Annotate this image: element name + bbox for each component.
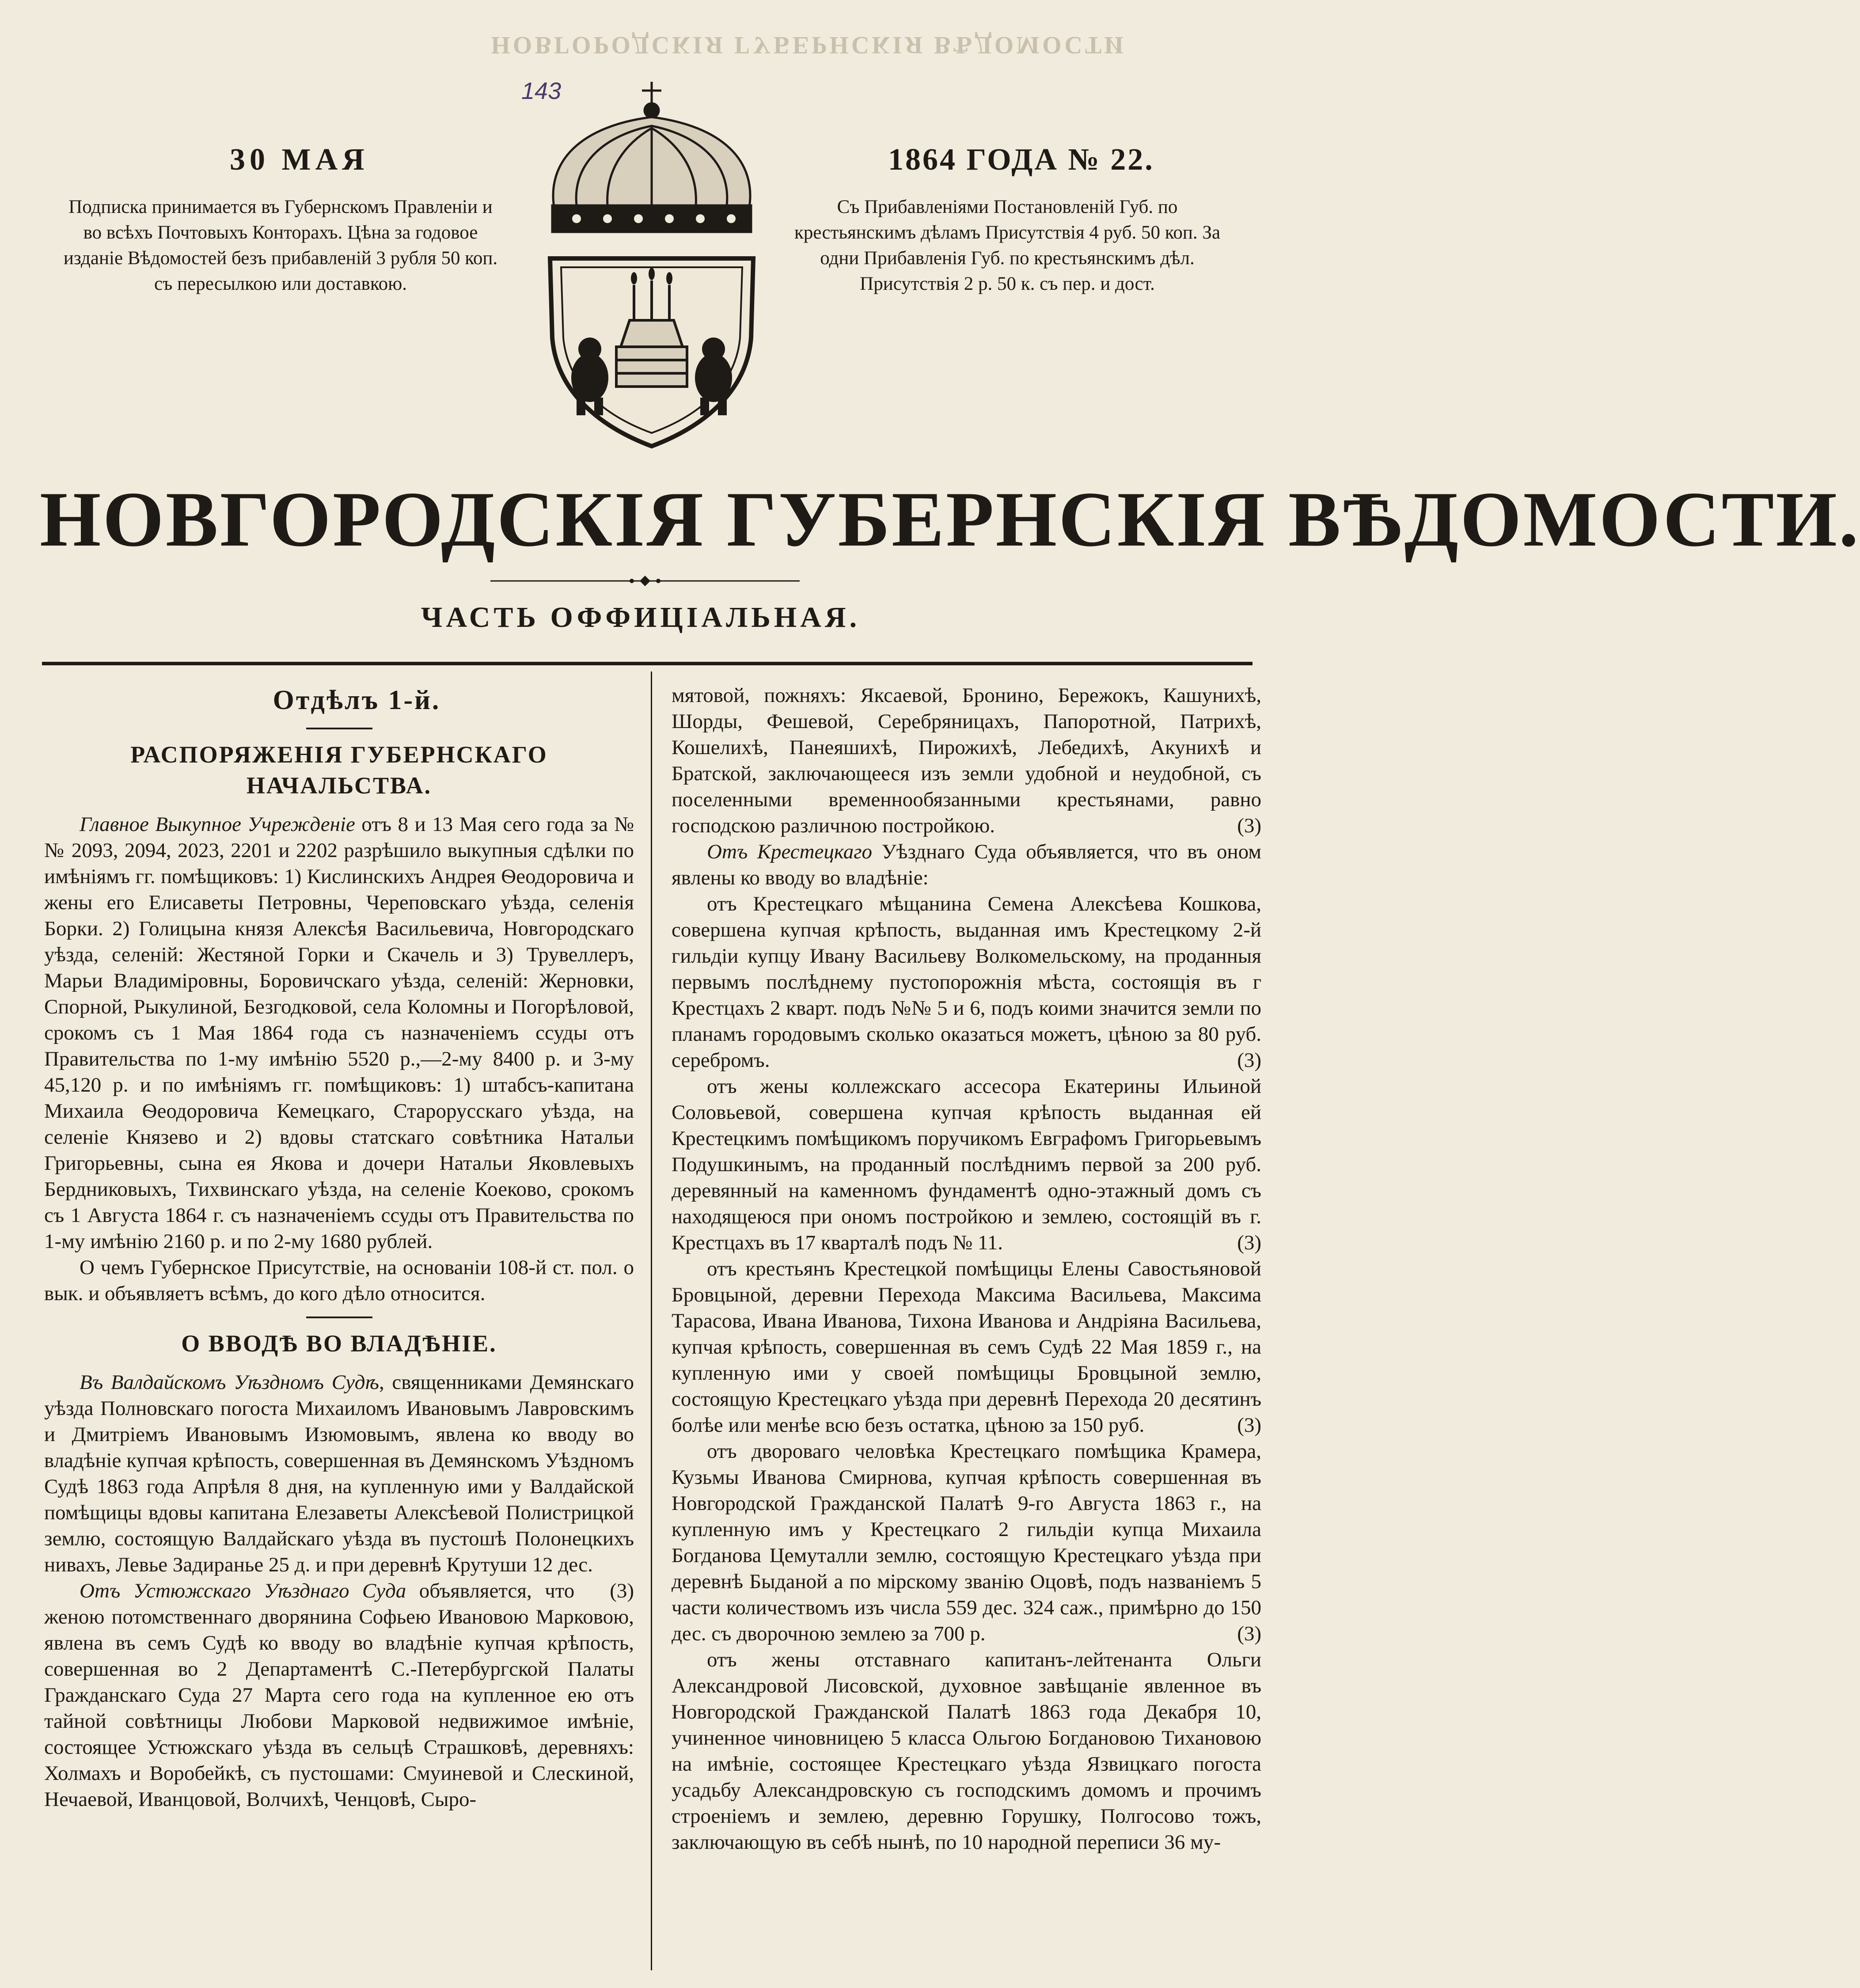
- paragraph-smirnov: [672, 1438, 1261, 1647]
- paragraph-text: отъ двороваго человѣка Крестецкаго помѣщика Крамера, Кузьмы Иванова Смирнова, купчая крѣпость совершенная въ Новгородской Гражданской Палатѣ 9-го Августа 1863 г., на купленную имъ у Крестецкаго 2 гильдіи купца Михаила Богданова Цемуталли землю, состоящую Крестецкаго уѣзда при деревнѣ Быданой а по мірскому званію Оцовѣ, подъ названіемъ 5 части количествомъ изъ числа 559 дес. 324 саж., примѣрно до 150 дес. съ дворочною землею за 700 р.: [672, 1440, 1261, 1645]
- issue-year-number: 1864 ГОДА № 22.: [888, 143, 1154, 177]
- short-rule: [306, 728, 372, 729]
- bleed-through-text: НОВГОРОДСКІЯ ГУБЕРНСКІЯ ВѢДОМОСТИ: [491, 31, 1126, 59]
- heading-possession: О ВВОДѢ ВО ВЛАДѢНІЕ.: [181, 1330, 497, 1357]
- issue-mark: (3): [1237, 1231, 1261, 1254]
- issue-date: 30 МАЯ: [230, 143, 369, 177]
- column-right: [672, 683, 1261, 1855]
- paragraph-solovyeva: [672, 1074, 1261, 1256]
- section-title: Отдѣлъ 1-й.: [273, 685, 441, 715]
- paragraph-text: отъ 8 и 13 Мая сего года за №№ 2093, 2094, 2023, 2201 и 2202 разрѣшило выкупныя сдѣлки по имѣніямъ гг. помѣщиковъ: 1) Кислинскихъ Андрея Ѳеодоровича и жены его Елисаветы Петровны, Череповскаго уѣзда, селенія Борки. 2) Голицына князя Алексѣя Васильевича, Новгородскаго уѣзда, селеній: Жестяной Горки и Скачель и 3) Трувеллеръ, Марьи Владиміровны, Боровичскаго уѣзда, селеній: Жерновки, Спорной, Рыкулиной, Безгодковой, села Коломны и Погорѣловой, срокомъ съ 1 Мая 1864 года съ назначеніемъ ссуды отъ Правительства по 1-му имѣнію 5520 р.,—2-му 8400 р. и 3-му 45,120 р. и по имѣніямъ гг. помѣщиковъ: 1) штабсъ-капитана Михаила Ѳеодоровича Кемецкаго, Старорусскаго уѣзда, на селеніе Князево и 2) вдовы статскаго совѣтника Натальи Григорьевны, сына ея Якова и дочери Натальи Яковлевыхъ Бердниковыхъ, Тихвинскаго уѣзда, на селеніе Коеково, срокомъ съ 1 Августа 1864 г. съ назначеніемъ ссуды отъ Правительства по 1-му имѣнію 2160 р. и по 2-му 1680 рублей.: [44, 813, 634, 1253]
- issue-mark: (3): [1237, 1049, 1261, 1072]
- paragraph-koshkov: [672, 891, 1261, 1074]
- column-divider: [651, 672, 652, 1970]
- paragraph-text: отъ крестьянъ Крестецкой помѣщицы Елены Савостьяновой Бровцыной, деревни Перехода Максима Васильева, Максима Тарасова, Ивана Иванова, Тихона Иванова и Андріяна Васильева, купчая крѣпость, совершенная въ семъ Судѣ 22 Мая 1859 г., на купленную ими у своей помѣщицы Бровцыной землю, состоящую Крестецкаго уѣзда при деревнѣ Перехода 20 десятинъ болѣе или менѣе всю безъ остатка, цѣною за 150 руб.: [672, 1257, 1261, 1437]
- lead-text: Въ Валдайскомъ Уѣздномъ Судѣ: [80, 1371, 379, 1394]
- page-number: 143: [521, 78, 562, 104]
- newspaper-masthead: НОВГОРОДСКІЯ ГУБЕРНСКІЯ ВѢДОМОСТИ.: [40, 475, 1860, 563]
- paragraph-text: мятовой, пожняхъ: Яксаевой, Бронино, Бережокъ, Кашунихѣ, Шорды, Фешевой, Серебряницахъ, Папоротной, Патрихѣ, Кошелихѣ, Панеяшихѣ, Пирожихѣ, Лебедихѣ, Акунихѣ и Братской, заключающееся изъ земли удобной и неудобной, съ поселенными временнообязанными крестьянами, равно господскою различною постройкою.: [672, 684, 1261, 837]
- column-left: [44, 683, 634, 1813]
- paragraph-redemption: [44, 812, 634, 1255]
- paragraph-ustyuzhna: [44, 1578, 634, 1813]
- paragraph-text: отъ жены отставнаго капитанъ-лейтенанта Ольги Александровой Лисовской, духовное завѣщаніе явленное въ Новгородской Гражданской Палатѣ 1863 года Декабря 10, учиненное чиновницею 5 класса Ольгою Богдановою Тихановою на имѣніе, состоящее Крестецкаго уѣзда Язвицкаго погоста усадьбу Александровскую съ господскимъ домомъ и прочимъ строеніемъ и землею, деревню Горушку, Полгосово тожъ, заключающую въ себѣ нынѣ, по 10 народной переписи 36 му-: [672, 1648, 1261, 1854]
- heading-orders: РАСПОРЯЖЕНІЯ ГУБЕРНСКАГО НАЧАЛЬСТВА.: [130, 741, 548, 799]
- part-title: ЧАСТЬ ОФФИЦІАЛЬНАЯ.: [421, 601, 861, 634]
- issue-mark: (3): [1237, 814, 1261, 837]
- paragraph-text: отъ Крестецкаго мѣщанина Семена Алексѣева Кошкова, совершена купчая крѣпость, выданная имъ Крестецкому 2-й гильдіи купцу Ивану Васильеву Волкомельскому, на проданныя первымъ послѣднему пустопорожнія мѣста, состоящія въ г Крестцахъ 2 кварт. подъ №№ 5 и 6, подъ коими значится земли по планамъ городовымъ сколько оказаться можетъ, цѣною за 80 руб. серебромъ.: [672, 892, 1261, 1072]
- paragraph-text: , священниками Демянскаго уѣзда Полновскаго погоста Михаиломъ Ивановымъ Лавровскимъ и Дмитріемъ Ивановымъ Изюмовымъ, явлена ко вводу во владѣніе купчая крѣпость, совершенная въ Демянскомъ Уѣздномъ Судѣ 1863 года Апрѣля 8 дня, на купленную ими у Валдайской помѣщицы вдовы капитана Елезаветы Алексѣевой Полистрицкой землю, состоящую Валдайскаго уѣзда въ пустошѣ Полонецкихъ нивахъ, Левье Задиранье 25 д. и при деревнѣ Крутуши 12 дес.: [44, 1371, 634, 1576]
- paragraph-text: Уѣзднаго Суда объявляется, что въ оном явлены ко вводу во владѣніе:: [672, 840, 1262, 889]
- issue-mark: (3): [1237, 1622, 1261, 1645]
- paragraph-text: объявляется, что женою потомственнаго дворянина Софьею Ивановою Марковою, явлена въ семъ Судѣ ко вводу во владѣніе купчая крѣпость, совершенная во 2 Департаментѣ С.-Петербургской Палаты Гражданскаго Суда 27 Марта сего года на купленное ею отъ тайной совѣтницы Любови Марковой недвижимое имѣніе, состоящее Устюжскаго уѣзда въ сельцѣ Страшковѣ, деревняхъ: Холмахъ и Воробейкѣ, съ пустошами: Смуиневой и Слескиной, Нечаевой, Иванцовой, Волчихѣ, Ченцовѣ, Сыро-: [44, 1579, 634, 1811]
- subscription-info-left: Подписка принимается въ Губернскомъ Правленіи и во всѣхъ Почтовыхъ Конторахъ. Цѣна за годовое изданіе Вѣдомостей безъ прибавленій 3 рубля 50 коп. съ пересылкою или доставкою.: [63, 197, 498, 294]
- issue-mark: (3): [610, 1579, 634, 1602]
- short-rule: [306, 1316, 372, 1318]
- header-rule: [42, 662, 1253, 665]
- paragraph-text: отъ жены коллежскаго ассесора Екатерины Ильиной Соловьевой, совершена купчая крѣпость выданная ей Крестецкимъ помѣщикомъ поручикомъ Евграфомъ Григорьевымъ Подушкинымъ, на проданный послѣднимъ первой за 200 руб. деревянный на каменномъ фундаментѣ одно-этажный домъ съ находящеюся при ономъ постройкою и землею, состоящій въ г. Крестцахъ въ 17 кварталѣ подъ № 11.: [672, 1075, 1261, 1254]
- paragraph-brovtsyna: [672, 1256, 1261, 1438]
- ornament-divider: [490, 574, 800, 588]
- paragraph-lisovskaya: [672, 1647, 1261, 1855]
- paragraph-krestsy-court: [672, 839, 1261, 891]
- paragraph-notice: О чемъ Губернское Присутствіе, на основаніи 108-й ст. пол. о вык. и объявляетъ всѣмъ, до кого дѣло относится.: [44, 1256, 634, 1305]
- coat-of-arms-emblem: [528, 73, 775, 453]
- subscription-info-right: Съ Прибавленіями Постановленій Губ. по крестьянскимъ дѣламъ Присутствія 4 руб. 50 коп. За одни Прибавленія Губ. по крестьянскимъ дѣл. Присутствія 2 р. 50 к. съ пер. и дост.: [794, 197, 1221, 294]
- lead-text: Отъ Крестецкаго: [707, 840, 873, 863]
- paragraph-continued: [672, 683, 1261, 839]
- issue-mark: (3): [1237, 1414, 1261, 1437]
- lead-text: Главное Выкупное Учрежденіе: [80, 813, 355, 836]
- lead-text: Отъ Устюжскаго Уѣзднаго Суда: [80, 1579, 406, 1602]
